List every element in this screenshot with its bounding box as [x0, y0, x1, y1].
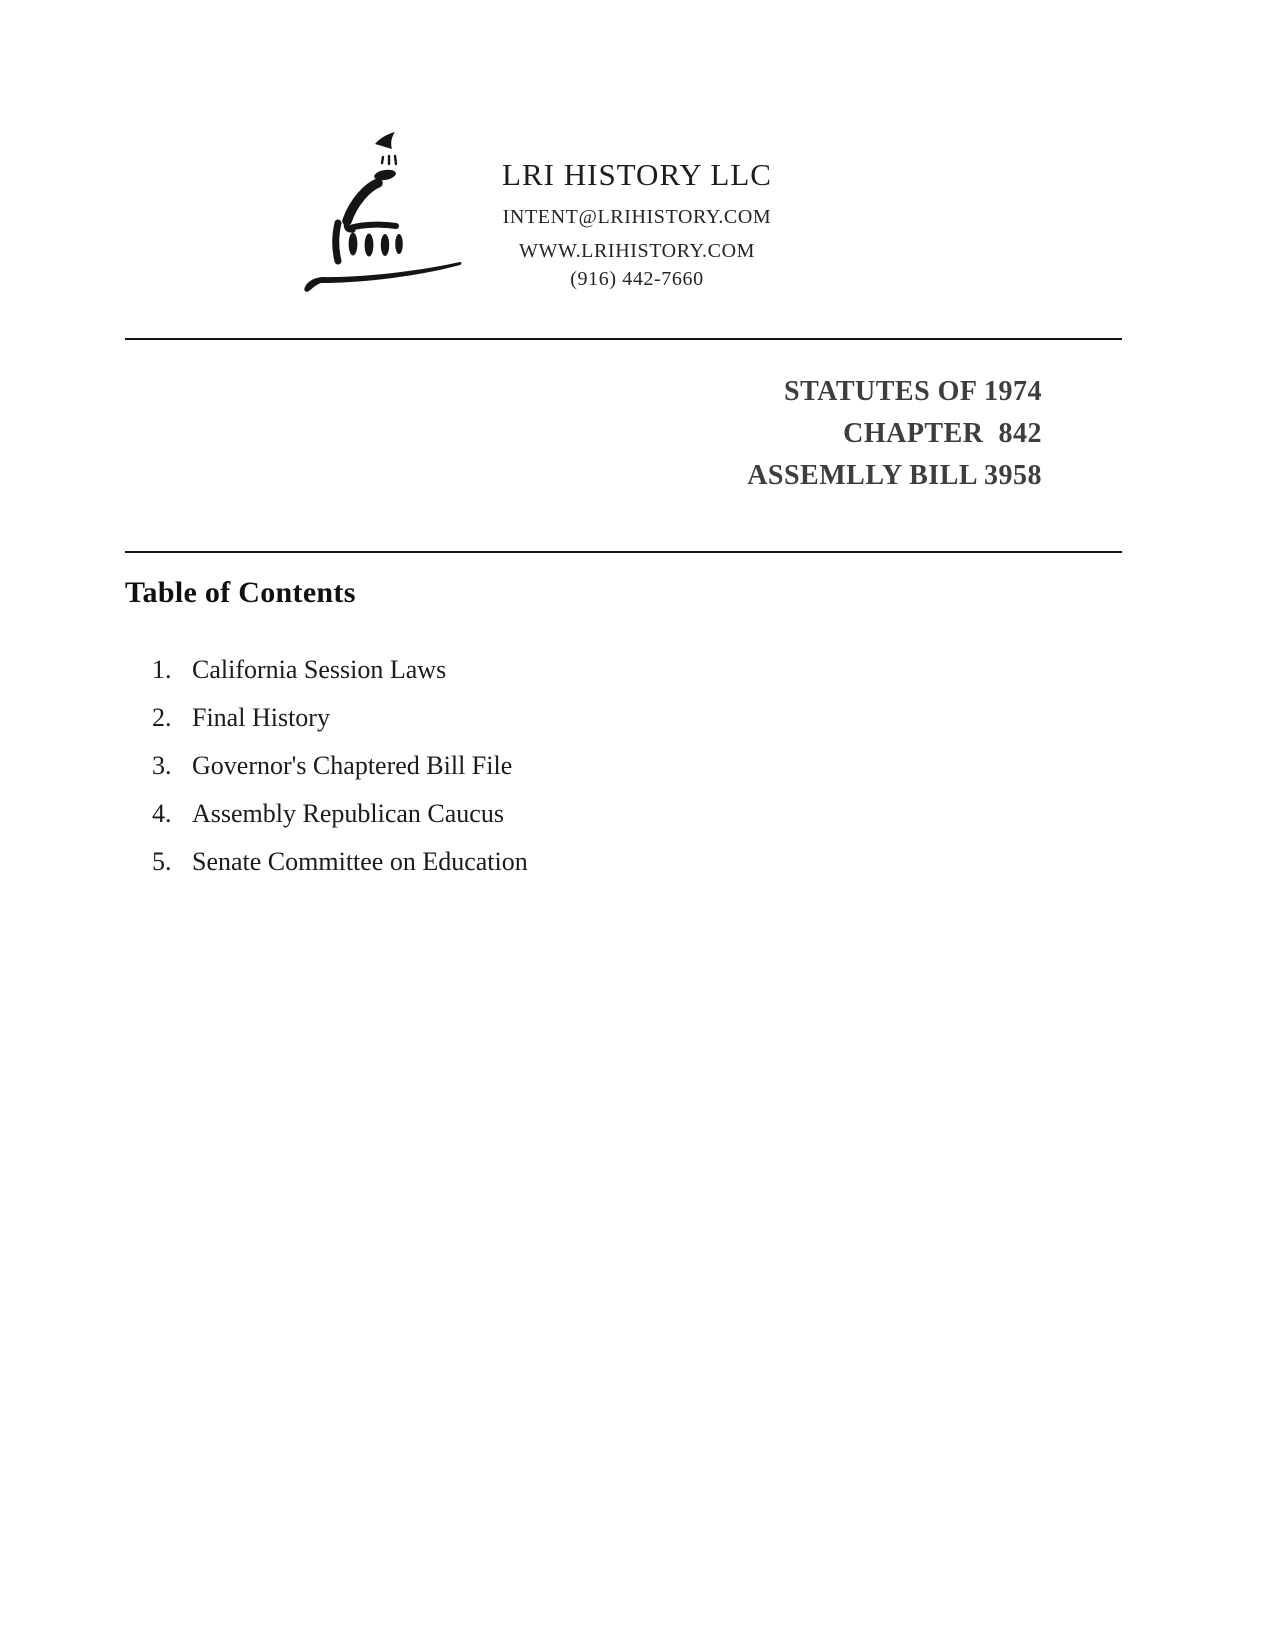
toc-item-number: 4.	[152, 799, 172, 828]
statutes-line-1: STATUTES OF 1974	[784, 376, 1042, 407]
toc-item-number: 1.	[152, 655, 172, 684]
toc-item	[152, 799, 528, 847]
toc-item-number: 5.	[152, 847, 172, 876]
company-website: WWW.LRIHISTORY.COM	[518, 240, 755, 262]
toc-item-label: California Session Laws	[192, 655, 447, 684]
divider-bottom	[125, 551, 1122, 553]
toc-item-number: 3.	[152, 751, 172, 780]
company-email: INTENT@LRIHISTORY.COM	[502, 206, 772, 228]
contact-block	[437, 156, 837, 291]
statutes-title-block	[747, 371, 1042, 497]
toc-item	[152, 847, 528, 895]
toc-item-label: Assembly Republican Caucus	[192, 799, 504, 828]
toc-heading: Table of Contents	[125, 576, 356, 609]
statutes-line-3: ASSEMLLY BILL 3958	[747, 460, 1042, 491]
toc-item-number: 2.	[152, 703, 172, 732]
company-phone: (916) 442-7660	[570, 268, 704, 290]
toc-item	[152, 751, 528, 799]
toc-item-label: Governor's Chaptered Bill File	[192, 751, 513, 780]
toc-item	[152, 703, 528, 751]
toc-item-label: Final History	[192, 703, 330, 732]
divider-top	[125, 338, 1122, 340]
toc-list	[152, 655, 528, 895]
statutes-line-2: CHAPTER 842	[843, 418, 1042, 449]
toc-item	[152, 655, 528, 703]
toc-item-label: Senate Committee on Education	[192, 847, 528, 876]
company-name: LRI HISTORY LLC	[502, 157, 772, 192]
